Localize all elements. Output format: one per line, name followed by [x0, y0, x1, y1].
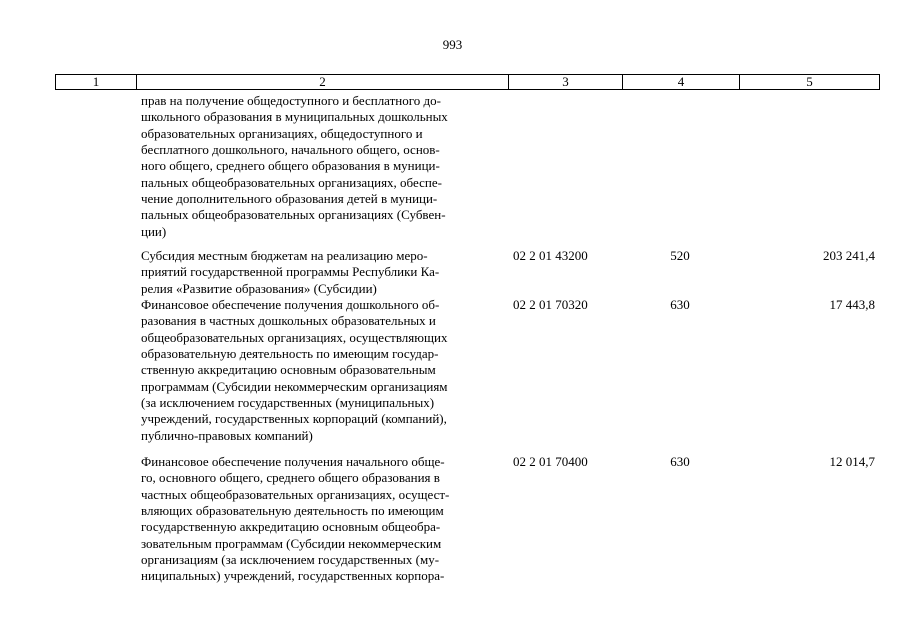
text-line: организациям (за исключением государственных (му- [141, 551, 440, 567]
text-line: ственную аккредитацию основным образовательным [141, 362, 436, 378]
table-row-description [141, 297, 511, 444]
text-line: Субсидия местным бюджетам на реализацию меро- [141, 248, 428, 263]
table-row-description [141, 248, 511, 297]
column-header-3: 3 [509, 75, 623, 89]
text-line: пальных общеобразовательных организациях, обеспе- [141, 174, 442, 190]
column-header-1: 1 [56, 75, 137, 89]
text-line: публично-правовых компаний) [141, 427, 313, 443]
text-line: ниципальных) учреждений, государственных корпора- [141, 568, 445, 584]
table-row-description [141, 454, 511, 585]
page-number: 993 [442, 37, 463, 52]
text-line: пальных общеобразовательных организациях (Субвен- [141, 207, 446, 223]
text-line: школьного образования в муниципальных дошкольных [141, 109, 448, 125]
target-code-cell: 02 2 01 70320 [513, 297, 588, 312]
text-line: вляющих образовательную деятельность по имеющим [141, 502, 444, 518]
amount-cell: 12 014,7 [829, 454, 875, 469]
text-line: Финансовое обеспечение получения начального обще- [141, 454, 445, 469]
text-line: зовательным программам (Субсидии некоммерческим [141, 535, 442, 551]
text-line: разования в частных дошкольных образовательных и [141, 313, 436, 329]
text-line: чение дополнительного образования детей в муници- [141, 190, 438, 206]
text-line: бесплатного дошкольного, начального общего, основ- [141, 141, 440, 157]
text-line: общеобразовательных организациях, осуществляющих [141, 329, 448, 345]
expense-type-cell: 630 [670, 297, 690, 312]
text-line: (за исключением государственных (муниципальных) [141, 394, 435, 410]
target-code-cell: 02 2 01 70400 [513, 454, 588, 469]
text-line: учреждений, государственных корпораций (компаний), [141, 411, 447, 427]
expense-type-cell: 520 [670, 248, 690, 263]
text-line: релия «Развитие образования» (Субсидии) [141, 280, 377, 296]
text-line: Финансовое обеспечение получения дошкольного об- [141, 297, 440, 312]
table-row-description [141, 93, 511, 240]
text-line: ции) [141, 223, 167, 239]
text-line: образовательную деятельность по имеющим государ- [141, 345, 439, 361]
text-line: приятий государственной программы Республики Ка- [141, 264, 440, 280]
text-line: государственную аккредитацию основным общеобра- [141, 519, 441, 535]
column-header-5: 5 [806, 74, 813, 89]
table-header-row [55, 74, 880, 90]
amount-cell: 203 241,4 [823, 248, 875, 263]
column-header-2: 2 [137, 75, 509, 89]
text-line: го, основного общего, среднего общего образования в [141, 470, 440, 486]
text-line: ного общего, среднего общего образования в муници- [141, 158, 440, 174]
expense-type-cell: 630 [670, 454, 690, 469]
amount-cell: 17 443,8 [829, 297, 875, 312]
text-line: прав на получение общедоступного и бесплатного до- [141, 93, 441, 108]
text-line: частных общеобразовательных организациях, осущест- [141, 486, 450, 502]
column-header-4: 4 [623, 75, 740, 89]
target-code-cell: 02 2 01 43200 [513, 248, 588, 263]
text-line: программам (Субсидии некоммерческим организациям [141, 378, 448, 394]
text-line: образовательных организациях, общедоступного и [141, 125, 423, 141]
